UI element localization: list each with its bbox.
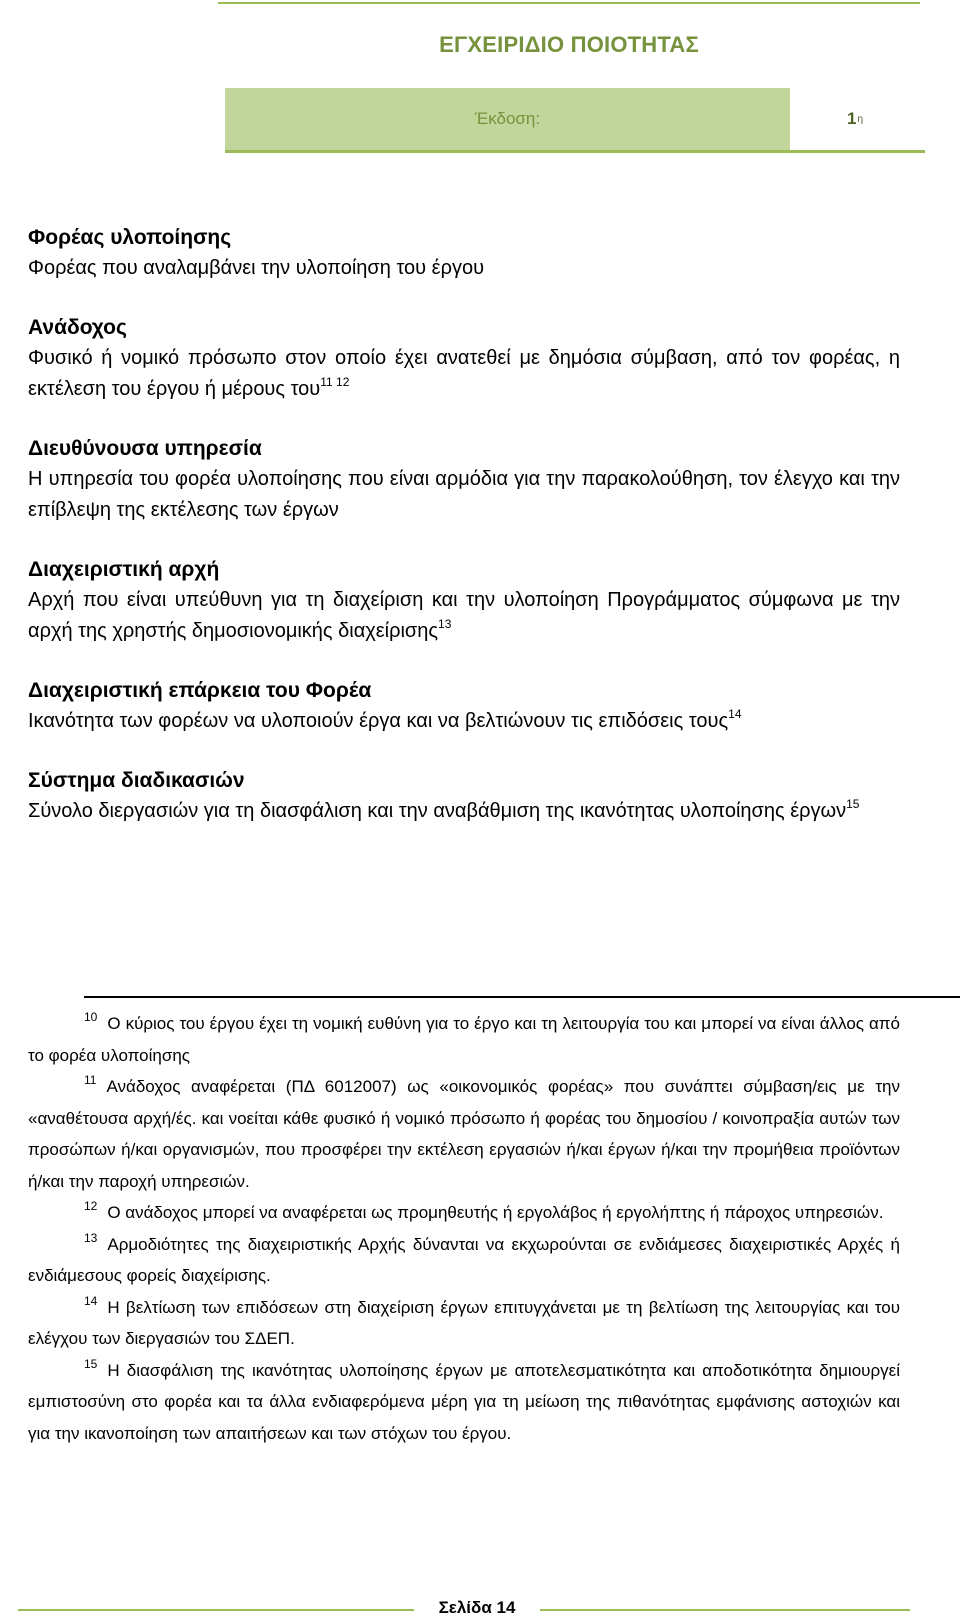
term-definition xyxy=(28,253,900,284)
footnote xyxy=(28,1292,900,1355)
header-bottom-rule xyxy=(225,150,925,153)
footnote-text: Η διασφάλιση της ικανότητας υλοποίησης έργων με αποτελεσματικότητα και αποδοτικότητα δημιουργεί εμπιστοσύνη στο φορέα και τα άλλα ενδιαφερόμενα μέρη για τη μείωση της πιθανότητας εμφάνισης αστοχιών και για την ικανοποίηση των απαιτήσεων και των στόχων του έργου. xyxy=(28,1360,900,1443)
footnote xyxy=(28,1197,900,1229)
term-definition-text: Φυσικό ή νομικό πρόσωπο στον οποίο έχει ανατεθεί με δημόσια σύμβαση, από τον φορέας, η εκτέλεση του έργου ή μέρους του xyxy=(28,347,900,400)
term-block xyxy=(28,675,900,737)
term-title: Σύστημα διαδικασιών xyxy=(28,769,245,792)
term-block xyxy=(28,554,900,647)
footnote xyxy=(28,1355,900,1450)
footnote-number: 11 xyxy=(84,1073,97,1087)
term-definition xyxy=(28,464,900,526)
edition-label: Έκδοση: xyxy=(225,88,790,150)
term-definition xyxy=(28,343,900,405)
edition-value-cell xyxy=(790,88,920,150)
term-block xyxy=(28,312,900,405)
footnote-number: 10 xyxy=(84,1010,98,1024)
term-footnote-ref: 11 12 xyxy=(320,375,350,389)
footnote xyxy=(28,1229,900,1292)
footer-rule-right xyxy=(540,1609,910,1611)
term-definition xyxy=(28,796,900,827)
footnote-text: Ο κύριος του έργου έχει τη νομική ευθύνη για το έργο και τη λειτουργία του και μπορεί να είναι άλλος από το φορέα υλοποίησης xyxy=(28,1014,900,1065)
term-title: Φορέας υλοποίησης xyxy=(28,226,232,249)
term-block xyxy=(28,222,900,284)
term-footnote-ref: 13 xyxy=(438,617,452,631)
footnote xyxy=(28,1071,900,1197)
document-title: ΕΓΧΕΙΡΙΔΙΟ ΠΟΙΟΤΗΤΑΣ xyxy=(439,32,699,57)
footnote-number: 13 xyxy=(84,1230,98,1245)
term-block xyxy=(28,765,900,827)
term-definition-text: Ικανότητα των φορέων να υλοποιούν έργα και να βελτιώνουν τις επιδόσεις τους xyxy=(28,710,729,732)
footnote-separator xyxy=(84,996,960,998)
edition-value: 1 xyxy=(846,109,857,128)
page-number: Σελίδα 14 xyxy=(438,1598,516,1617)
term-title: Ανάδοχος xyxy=(28,316,127,339)
edition-suffix: η xyxy=(857,113,864,125)
definitions-section xyxy=(28,222,900,855)
term-definition-text: Αρχή που είναι υπεύθυνη για τη διαχείριση και την υλοποίηση Προγράμματος σύμφωνα με την αρχή της χρηστής δημοσιονομικής διαχείρισης xyxy=(28,589,900,642)
footnote-text: Αρμοδιότητες της διαχειριστικής Αρχής δύνανται να εκχωρούνται σε ενδιάμεσες διαχειριστικές Αρχές ή ενδιάμεσους φορείς διαχείρισης. xyxy=(28,1234,900,1285)
footnote xyxy=(28,1008,900,1071)
footnote-text: Ο ανάδοχος μπορεί να αναφέρεται ως προμηθευτής ή εργολάβος ή εργολήπτης ή πάροχος υπηρεσιών. xyxy=(107,1203,884,1222)
term-definition xyxy=(28,706,900,737)
footnote-number: 15 xyxy=(84,1356,98,1371)
term-title: Διαχειριστική αρχή xyxy=(28,558,220,581)
term-definition-text: Σύνολο διεργασιών για τη διασφάλιση και την αναβάθμιση της ικανότητας υλοποίησης έργων xyxy=(28,800,847,822)
footnote-number: 12 xyxy=(84,1199,98,1213)
term-title: Διευθύνουσα υπηρεσία xyxy=(28,437,262,460)
term-footnote-ref: 15 xyxy=(846,797,860,811)
footnote-text: Ανάδοχος αναφέρεται (ΠΔ 6012007) ως «οικονομικός φορέας» που συνάπτει σύμβαση/εις με την «αναθέτουσα αρχή/ές. και νοείται κάθε φυσικό ή νομικό πρόσωπο ή φορέας του δημοσίου / κοινοπραξία αυτών των προσώπων ή/και οργανισμών, που προσφέρει την εκτέλεση εργασιών ή/και έργων ή/και την προμήθεια προϊόντων ή/και την παροχή υπηρεσιών. xyxy=(28,1077,900,1191)
edition-band xyxy=(225,88,920,150)
footnote-number: 14 xyxy=(84,1293,98,1308)
term-definition-text: Η υπηρεσία του φορέα υλοποίησης που είναι αρμόδια για την παρακολούθηση, τον έλεγχο και την επίβλεψη της εκτέλεσης των έργων xyxy=(28,468,900,521)
term-definition xyxy=(28,585,900,647)
footnotes-section xyxy=(28,1008,900,1449)
footnote-text: Η βελτίωση των επιδόσεων στη διαχείριση έργων επιτυγχάνεται με τη βελτίωση της λειτουργίας και του ελέγχου των διεργασιών του ΣΔΕΠ. xyxy=(28,1297,900,1348)
term-block xyxy=(28,433,900,526)
term-definition-text: Φορέας που αναλαμβάνει την υλοποίηση του έργου xyxy=(28,257,485,279)
term-title: Διαχειριστική επάρκεια του Φορέα xyxy=(28,679,372,702)
header-top-rule xyxy=(218,2,920,4)
footer-rule-left xyxy=(18,1609,414,1611)
term-footnote-ref: 14 xyxy=(728,707,742,721)
